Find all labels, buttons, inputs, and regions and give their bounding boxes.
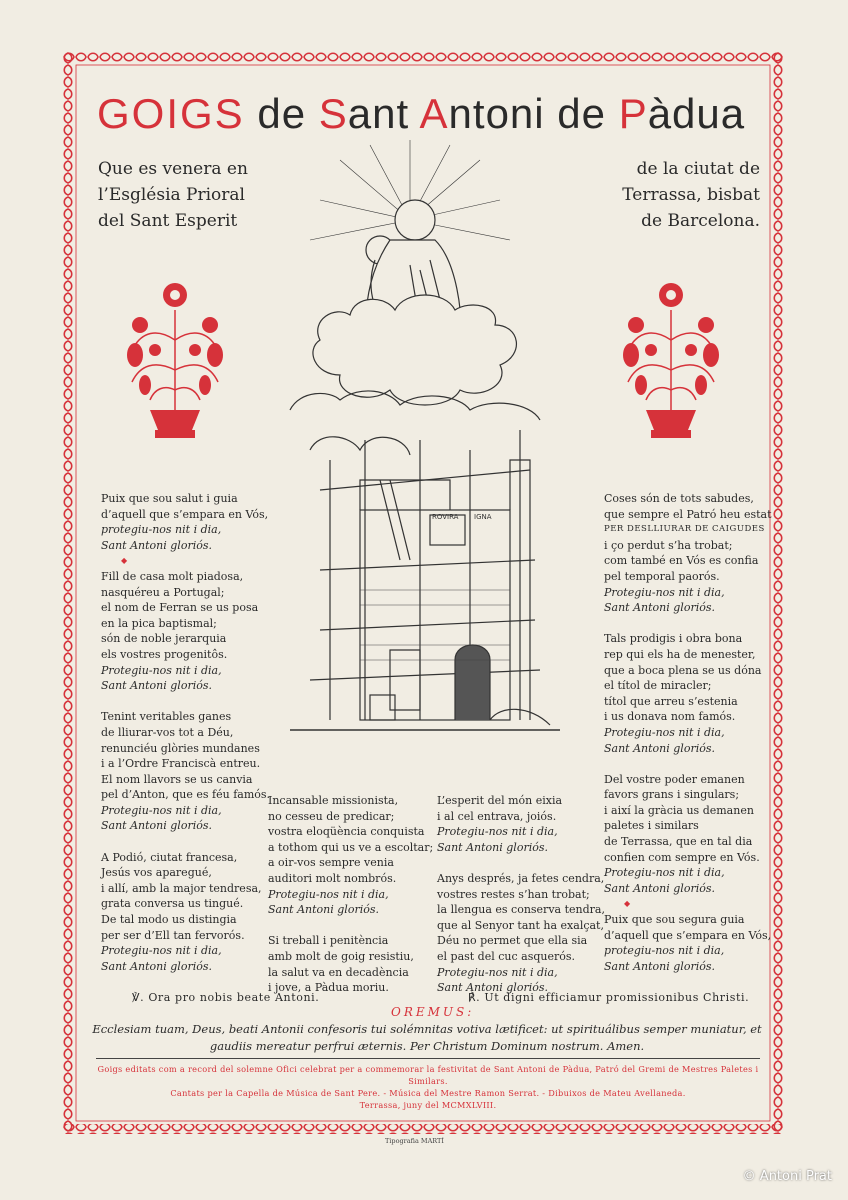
verse-line: i jove, a Pàdua moriu. — [268, 981, 389, 995]
verse-line: Si treball i penitència — [268, 934, 389, 948]
verse-column-3 — [437, 793, 605, 996]
diamond-ornament: ◆ — [624, 899, 631, 909]
construction-scaffolding-illustration — [290, 420, 560, 760]
verse-line: Del vostre poder emanen — [604, 772, 745, 786]
subtitle-left — [98, 156, 248, 234]
subtitle-left-line: del Sant Esperit — [98, 211, 238, 231]
refrain-line: Protegiu-nos nit i dia, — [604, 585, 725, 599]
refrain-line: Sant Antoni gloriós. — [101, 538, 212, 552]
verse-line: que a boca plena se us dóna — [604, 663, 762, 677]
prayer-text: Ecclesiam tuam, Deus, beati Antonii confesoris tui solémnitas votiva lætificet: ut spirituálibus semper muniatur, et gaudiis mereatur perfrui æternis. Per Christum Dominum nostrum. Amen. — [92, 1022, 762, 1053]
verse-line: de lliurar-vos tot a Déu, — [101, 725, 234, 739]
title-segment: àdua — [647, 90, 746, 137]
refrain-line: Protegiu-nos nit i dia, — [101, 663, 222, 677]
refrain-line: Sant Antoni gloriós. — [101, 819, 212, 833]
footer-line: Cantats per la Capella de Música de Sant Pere. - Música del Mestre Ramon Serrat. - Dibuixos de Mateu Avellaneda. — [170, 1088, 686, 1098]
verse-line: que sempre el Patró heu estat — [604, 507, 772, 521]
verse-line: el nom de Ferran se us posa — [101, 601, 259, 615]
verse-line: Puix que sou segura guia — [604, 913, 745, 927]
verse-line: i ço perdut s’ha trobat; — [604, 538, 733, 552]
verse-line: favors grans i singulars; — [604, 788, 740, 802]
left-flower-vase-ornament — [120, 270, 230, 450]
verse-line: renunciéu glòries mundanes — [101, 741, 260, 755]
verse-column-1 — [101, 491, 270, 974]
footer-line: Goigs editats com a record del solemne Ofici celebrat per a commemorar la festivitat de Sant Antoni de Pàdua, Patró del Gremi de Mestres Paletes i Similars. — [97, 1064, 759, 1086]
verse-line: i allí, amb la major tendresa, — [101, 881, 262, 895]
stanza-gap — [101, 834, 270, 850]
verse-line: Puix que sou salut i guia — [101, 492, 238, 505]
stanza-gap — [101, 694, 270, 710]
footer-line: Terrassa, juny del MCMXLVIII. — [359, 1100, 497, 1110]
subtitle-right-line: de Barcelona. — [641, 211, 760, 231]
stanza-gap — [437, 855, 605, 871]
verse-line: els vostres progenitôs. — [101, 647, 228, 661]
page-title — [97, 90, 745, 138]
verse-line: i a l’Ordre Franciscà entreu. — [101, 757, 261, 771]
refrain-line: Protegiu-nos nit i dia, — [101, 944, 222, 958]
verse-line: són de noble jerarquia — [101, 632, 227, 646]
subtitle-right — [604, 156, 760, 234]
oremus-heading: OREMUS: — [391, 1005, 475, 1019]
verse-line: L’esperit del món eixia — [437, 794, 563, 807]
verse-line: títol que arreu s’estenia — [604, 694, 738, 708]
verse-line: De tal modo us distingia — [101, 913, 237, 927]
title-segment: S — [318, 90, 348, 137]
divider — [96, 1058, 760, 1059]
verse-line: la llengua es conserva tendra, — [437, 903, 605, 917]
verse-line: no cesseu de predicar; — [268, 809, 395, 823]
verse-line: pel d’Anton, que es féu famós. — [101, 788, 271, 802]
sign-igna: IGNA — [474, 513, 492, 521]
verse-line: i així la gràcia us demanen — [604, 803, 754, 817]
stanza-gap — [268, 918, 433, 934]
verse-column-2 — [268, 793, 433, 996]
title-segment: P — [618, 90, 648, 137]
title-goigs: GOIGS — [97, 90, 245, 137]
refrain-line: protegiu-nos nit i dia, — [604, 944, 725, 958]
verse-line: vostra eloqüència conquista — [268, 825, 425, 839]
verse-line: Anys després, ja fetes cendra, — [437, 871, 605, 885]
response: ℟. Ut digni efficiamur promissionibus Christi. — [468, 991, 750, 1004]
verse-line: vostres restes s’han trobat; — [437, 887, 590, 901]
refrain-line: Protegiu-nos nit i dia, — [604, 866, 725, 880]
verse-line: de Terrassa, que en tal dia — [604, 835, 753, 849]
verse-line: d’aquell que s’empara en Vós, — [101, 507, 269, 521]
verse-line: d’aquell que s’empara en Vós, — [604, 928, 772, 942]
verse-line: Coses són de tots sabudes, — [604, 492, 754, 505]
verse-line: i us donava nom famós. — [604, 710, 736, 724]
refrain-line: Protegiu-nos nit i dia, — [268, 887, 389, 901]
refrain-line: Sant Antoni gloriós. — [268, 903, 379, 917]
refrain-line: Sant Antoni gloriós. — [604, 959, 715, 973]
right-flower-vase-ornament — [616, 270, 726, 450]
verse-line: com també en Vós es confia — [604, 554, 759, 568]
refrain-line: Sant Antoni gloriós. — [604, 741, 715, 755]
verse-line: Jesús vos aparegué, — [101, 866, 212, 880]
title-rest — [257, 90, 745, 137]
verse-line: Déu no permet que ella sia — [437, 934, 588, 948]
subtitle-left-line: Que es venera en — [98, 159, 248, 179]
refrain-line: Protegiu-nos nit i dia, — [437, 965, 558, 979]
refrain-line: protegiu-nos nit i dia, — [101, 523, 222, 537]
title-segment: de — [257, 90, 319, 137]
verse-line: amb molt de goig resistiu, — [268, 949, 414, 963]
refrain-line: Sant Antoni gloriós. — [437, 840, 548, 854]
title-segment: A — [419, 90, 449, 137]
verse-line: Incansable missionista, — [268, 794, 399, 807]
verse-line: Tenint veritables ganes — [101, 710, 232, 724]
verse-line: A Podió, ciutat francesa, — [101, 850, 238, 864]
stanza-gap — [604, 616, 772, 632]
verse-line: pel temporal paorós. — [604, 569, 720, 583]
title-segment: ntoni de — [448, 90, 619, 137]
stanza-gap — [604, 756, 772, 772]
subtitle-left-line: l’Església Prioral — [98, 185, 245, 205]
subtitle-right-line: de la ciutat de — [636, 159, 760, 179]
verse-line: a tothom qui us ve a escoltar; — [268, 840, 434, 854]
refrain-line: Sant Antoni gloriós. — [101, 959, 212, 973]
verse-line: auditori molt nombrós. — [268, 871, 397, 885]
verse-line: confien com sempre en Vós. — [604, 850, 760, 864]
verse-column-4 — [604, 491, 772, 974]
refrain-line: Sant Antoni gloriós. — [604, 881, 715, 895]
verse-line: Fill de casa molt piadosa, — [101, 569, 244, 583]
verse-line: el títol de miracler; — [604, 679, 712, 693]
copyright-watermark: © Antoni Prat — [742, 1169, 832, 1184]
verse-line: i al cel entrava, joiós. — [437, 809, 557, 823]
printer-credit: Tipografia MARTÍ — [385, 1137, 444, 1145]
title-segment: ant — [347, 90, 420, 137]
refrain-line: Protegiu-nos nit i dia, — [437, 825, 558, 839]
diamond-ornament: ◆ — [121, 556, 128, 566]
refrain-line: Protegiu-nos nit i dia, — [101, 803, 222, 817]
refrain-line: Protegiu-nos nit i dia, — [604, 725, 725, 739]
verse-line: Tals prodigis i obra bona — [604, 632, 743, 646]
verse-line: per ser d’Ell tan fervorós. — [101, 928, 245, 942]
footer-notes — [90, 1063, 766, 1111]
verse-line: la salut va en decadència — [268, 965, 409, 979]
verse-line: a oir-vos sempre venia — [268, 856, 394, 870]
verse-line: en la pica baptismal; — [101, 616, 217, 630]
verse-line: grata conversa us tingué. — [101, 897, 244, 911]
subtitle-right-line: Terrassa, bisbat — [622, 185, 760, 205]
verse-line: PER DESLLIURAR DE CAIGUDES — [604, 524, 765, 535]
versicle: ℣. Ora pro nobis beate Antoni. — [132, 991, 320, 1004]
verse-line: el past del cuc asquerós. — [437, 949, 576, 963]
verse-line: nasquéreu a Portugal; — [101, 585, 225, 599]
refrain-line: Sant Antoni gloriós. — [604, 601, 715, 615]
verse-line: que al Senyor tant ha exalçat, — [437, 918, 604, 932]
verse-line: rep qui els ha de menester, — [604, 647, 756, 661]
sign-rovira: ROVIRA — [432, 513, 459, 521]
saint-anthony-illustration — [280, 140, 570, 430]
refrain-line: Sant Antoni gloriós. — [101, 679, 212, 693]
verse-line: El nom llavors se us canvia — [101, 772, 253, 786]
verse-line: paletes i similars — [604, 819, 699, 833]
refrain-line: Sant Antoni gloriós. — [437, 981, 548, 995]
